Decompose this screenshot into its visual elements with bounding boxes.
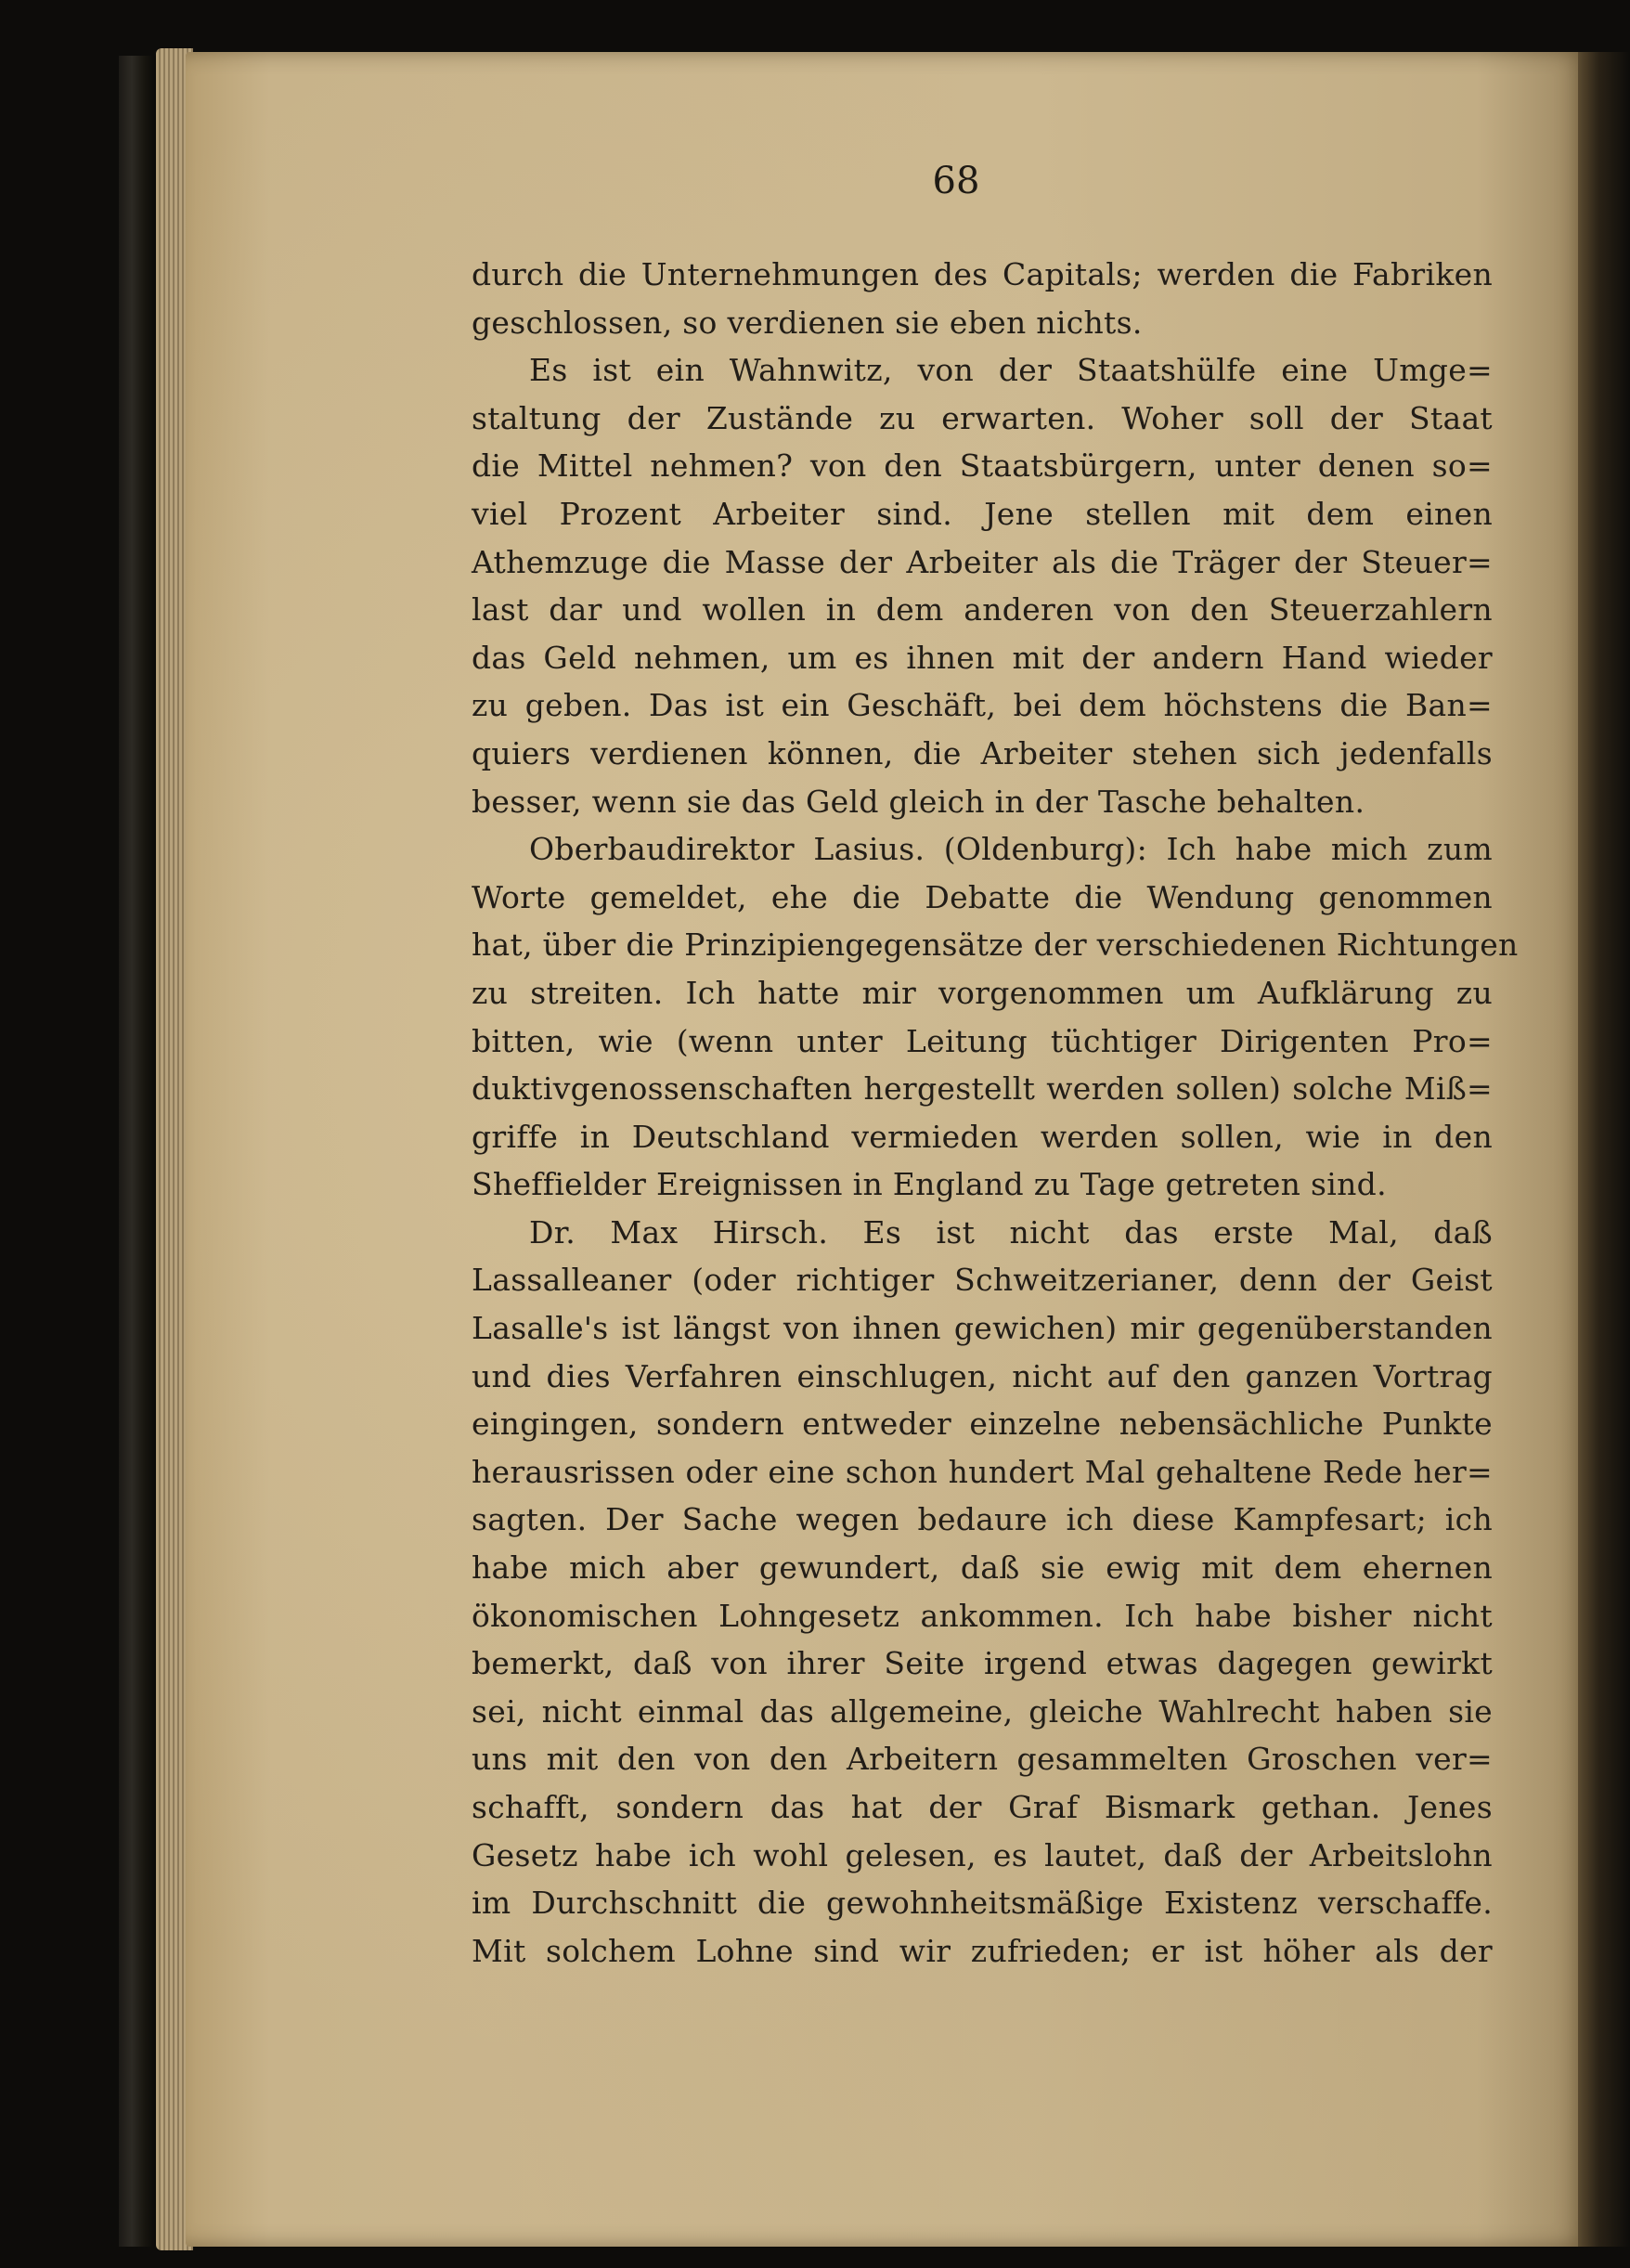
text-line: Lasalle's ist längst von ihnen gewichen) mir gegenüberstanden: [472, 1310, 1493, 1347]
text-line: Oberbaudirektor Lasius. (Oldenburg): Ich habe mich zum: [529, 831, 1493, 868]
text-line: zu geben. Das ist ein Geschäft, bei dem höchstens die Ban=: [472, 687, 1493, 724]
text-line: Sheffielder Ereignissen in England zu Tage getreten sind.: [472, 1166, 1387, 1203]
text-line: Es ist ein Wahnwitz, von der Staatshülfe eine Umge=: [529, 352, 1493, 389]
text-line: besser, wenn sie das Geld gleich in der Tasche behalten.: [472, 783, 1365, 820]
text-line: Mit solchem Lohne sind wir zufrieden; er ist höher als der: [472, 1932, 1493, 1969]
text-line: schafft, sondern das hat der Graf Bismark gethan. Jenes: [472, 1789, 1493, 1825]
text-line: sagten. Der Sache wegen bedaure ich diese Kampfesart; ich: [472, 1501, 1493, 1538]
text-line: griffe in Deutschland vermieden werden sollen, wie in den: [472, 1118, 1493, 1155]
text-line: uns mit den von den Arbeitern gesammelten Groschen ver=: [472, 1741, 1493, 1778]
text-line: die Mittel nehmen? von den Staatsbürgern, unter denen so=: [472, 447, 1493, 485]
text-line: quiers verdienen können, die Arbeiter stehen sich jedenfalls: [472, 734, 1493, 771]
text-line: durch die Unternehmungen des Capitals; werden die Fabriken: [472, 256, 1493, 292]
text-line: viel Prozent Arbeiter sind. Jene stellen mit dem einen: [472, 495, 1493, 532]
book-spine: [119, 56, 156, 2247]
text-line: und dies Verfahren einschlugen, nicht auf den ganzen Vortrag: [472, 1357, 1493, 1394]
page-gutter-shadow: [1578, 52, 1630, 2247]
text-line: Lassalleaner (oder richtiger Schweitzerianer, denn der Geist: [472, 1262, 1493, 1299]
text-line: Athemzuge die Masse der Arbeiter als die Träger der Steuer=: [472, 543, 1493, 580]
text-line: herausrissen oder eine schon hundert Mal gehaltene Rede her=: [472, 1453, 1493, 1490]
text-line: staltung der Zustände zu erwarten. Woher soll der Staat: [472, 399, 1493, 436]
text-line: Dr. Max Hirsch. Es ist nicht das erste Mal, daß: [529, 1213, 1493, 1251]
text-line: hat, über die Prinzipiengegensätze der verschiedenen Richtungen: [472, 927, 1519, 964]
text-line: ökonomischen Lohngesetz ankommen. Ich habe bisher nicht: [472, 1597, 1493, 1634]
text-line: bitten, wie (wenn unter Leitung tüchtiger Dirigenten Pro=: [472, 1022, 1493, 1059]
text-line: duktivgenossenschaften hergestellt werden sollen) solche Miß=: [472, 1070, 1493, 1108]
text-line: zu streiten. Ich hatte mir vorgenommen um Aufklärung zu: [472, 974, 1493, 1011]
body-text: [472, 251, 1519, 1975]
text-line: Gesetz habe ich wohl gelesen, es lautet, daß der Arbeitslohn: [472, 1836, 1493, 1873]
text-line: last dar und wollen in dem anderen von den Steuerzahlern: [472, 591, 1493, 629]
text-line: das Geld nehmen, um es ihnen mit der andern Hand wieder: [472, 639, 1493, 676]
text-line: bemerkt, daß von ihrer Seite irgend etwas dagegen gewirkt: [472, 1645, 1493, 1682]
text-line: geschlossen, so verdienen sie eben nichts.: [472, 304, 1143, 341]
page-number: 68: [932, 160, 980, 202]
text-line: im Durchschnitt die gewohnheitsmäßige Existenz verschaffe.: [472, 1885, 1493, 1922]
text-line: eingingen, sondern entweder einzelne nebensächliche Punkte: [472, 1406, 1493, 1443]
text-line: Worte gemeldet, ehe die Debatte die Wendung genommen: [472, 878, 1493, 915]
text-line: habe mich aber gewundert, daß sie ewig mit dem ehernen: [472, 1549, 1493, 1587]
text-line: sei, nicht einmal das allgemeine, gleiche Wahlrecht haben sie: [472, 1692, 1493, 1730]
